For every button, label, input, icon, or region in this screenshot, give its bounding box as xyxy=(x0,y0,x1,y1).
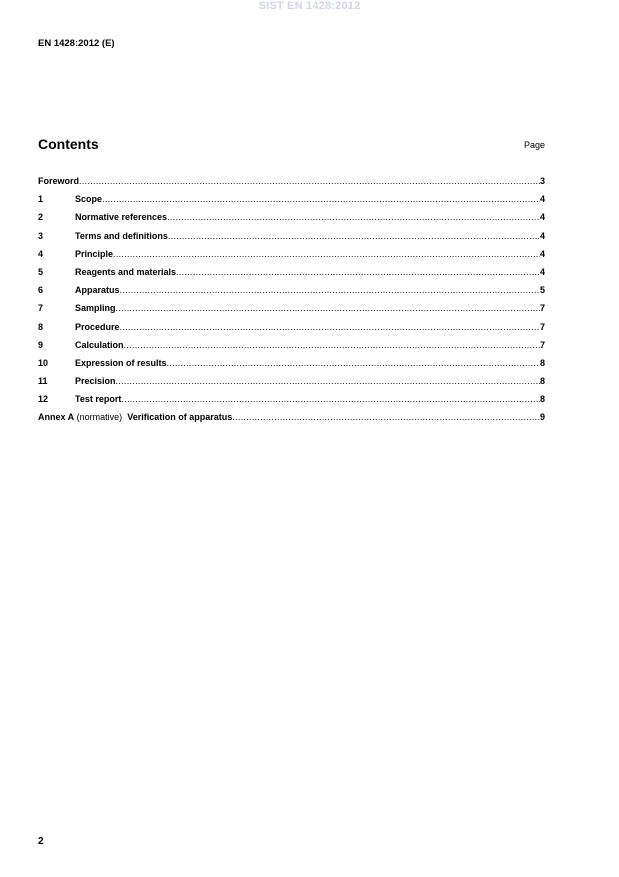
annex-qualifier xyxy=(74,412,127,422)
toc-entry-page: 3 xyxy=(539,176,545,186)
toc-entry-page: 5 xyxy=(539,285,545,296)
annex-qualifier-text: (normative) xyxy=(74,412,128,423)
toc-entry[interactable] xyxy=(38,285,545,303)
toc-entry-title: Scope xyxy=(75,194,103,205)
dot-leader xyxy=(102,194,540,204)
toc-entry[interactable] xyxy=(38,322,545,340)
toc-entry-number: 4 xyxy=(38,248,44,259)
toc-entry-page: 4 xyxy=(539,248,545,259)
contents-title: Contents xyxy=(38,136,99,152)
toc-entry-page: 8 xyxy=(539,376,545,387)
dot-leader xyxy=(124,340,540,350)
toc-entry[interactable] xyxy=(38,212,545,230)
toc-entry[interactable] xyxy=(38,194,545,212)
toc-entry[interactable] xyxy=(38,231,545,249)
toc-entry-number: 8 xyxy=(38,321,44,332)
page-column-label: Page xyxy=(523,140,545,150)
toc-entry-title: Expression of results xyxy=(75,357,167,368)
toc-entry-title: Foreword xyxy=(38,176,80,186)
toc-entry[interactable] xyxy=(38,394,545,412)
toc-entry-number: 11 xyxy=(38,376,48,387)
dot-leader xyxy=(121,394,540,404)
dot-leader xyxy=(79,176,540,186)
toc-entry-page: 4 xyxy=(539,266,545,277)
toc-entry-title: Test report xyxy=(75,394,122,405)
annex-title: Verification of apparatus xyxy=(127,412,233,423)
toc-entry-title: Normative references xyxy=(75,212,168,223)
toc-entry-title: Apparatus xyxy=(75,285,120,296)
toc-entry-page: 7 xyxy=(539,303,545,314)
annex-label: Annex A xyxy=(38,412,75,423)
toc-entry[interactable] xyxy=(38,358,545,376)
watermark: SIST EN 1428:2012 xyxy=(258,0,361,12)
toc-entry-title: Precision xyxy=(75,376,116,387)
toc-entry-title: Sampling xyxy=(75,303,116,314)
toc-entry-title: Terms and definitions xyxy=(75,230,168,241)
toc-entry[interactable] xyxy=(38,249,545,267)
table-of-contents xyxy=(38,176,545,431)
toc-entry-number: 3 xyxy=(38,230,44,241)
dot-leader xyxy=(167,212,540,222)
toc-entry-number: 9 xyxy=(38,339,44,350)
toc-entry-number: 6 xyxy=(38,285,44,296)
toc-entry-number: 2 xyxy=(38,212,44,223)
dot-leader xyxy=(232,412,540,422)
toc-entry[interactable] xyxy=(38,303,545,321)
toc-entry-page: 8 xyxy=(539,394,545,405)
dot-leader xyxy=(176,267,540,277)
dot-leader xyxy=(120,285,540,295)
toc-entry-number: 7 xyxy=(38,303,44,314)
toc-entry-page: 7 xyxy=(539,321,545,332)
toc-entry-number: 1 xyxy=(38,194,44,205)
toc-entry-page: 4 xyxy=(539,230,545,241)
page-number: 2 xyxy=(38,836,44,847)
toc-entry-page: 4 xyxy=(539,212,545,223)
toc-entry-page: 9 xyxy=(539,412,545,423)
toc-entry-title: Procedure xyxy=(75,321,120,332)
toc-entry-title: Calculation xyxy=(75,339,124,350)
dot-leader xyxy=(113,249,540,259)
toc-entry[interactable] xyxy=(38,376,545,394)
toc-entry-number: 5 xyxy=(38,266,44,277)
dot-leader xyxy=(116,376,540,386)
toc-entry[interactable] xyxy=(38,340,545,358)
toc-entry-page: 8 xyxy=(539,357,545,368)
toc-entry-page: 7 xyxy=(539,339,545,350)
toc-entry[interactable] xyxy=(38,267,545,285)
toc-entry-title: Reagents and materials xyxy=(75,266,177,277)
dot-leader xyxy=(116,303,540,313)
toc-entry-foreword[interactable] xyxy=(38,176,545,194)
dot-leader xyxy=(167,358,540,368)
dot-leader xyxy=(168,231,540,241)
toc-entry-number: 12 xyxy=(38,394,49,405)
dot-leader xyxy=(120,322,540,332)
toc-entry-number: 10 xyxy=(38,357,49,368)
toc-entry-annex-a[interactable] xyxy=(38,412,545,430)
document-id: EN 1428:2012 (E) xyxy=(38,38,115,49)
toc-entry-page: 4 xyxy=(539,194,545,205)
toc-entry-title: Principle xyxy=(75,248,114,259)
